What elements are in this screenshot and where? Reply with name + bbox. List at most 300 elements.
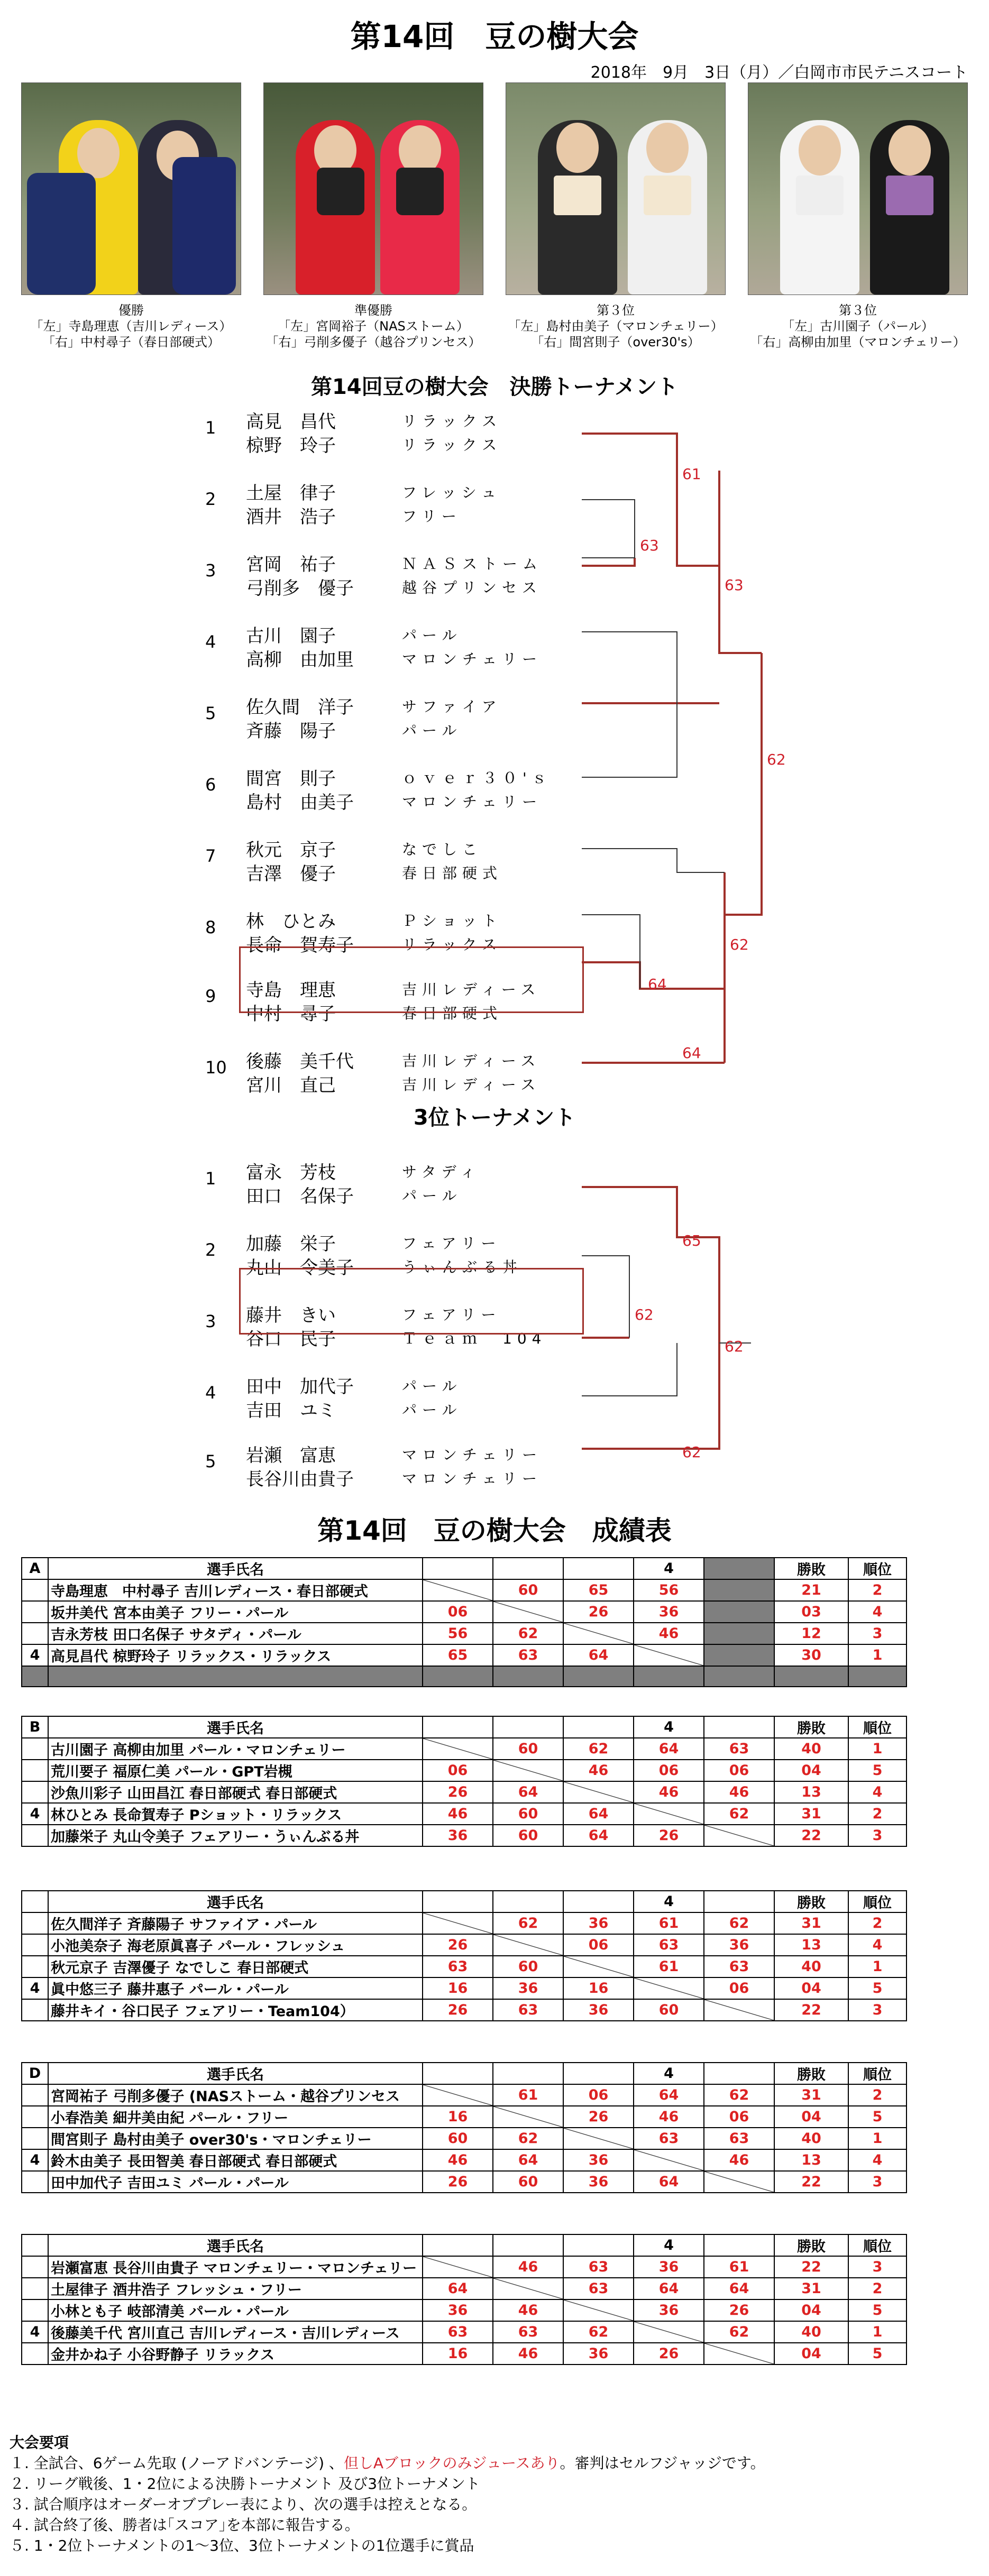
col-header [423,2063,493,2084]
diagonal-cell [493,1934,563,1956]
score-cell: 36 [493,1977,563,1999]
score-cell: 60 [493,2171,563,2193]
score-cell: 62 [704,1912,774,1934]
club-name: パール [402,1377,462,1395]
block-table [21,2234,907,2365]
block-table [21,1716,907,1847]
caption-right: 「右」弓削多優子（越谷プリンセス） [265,335,481,349]
pair-name: 荒川要子 福原仁美 パール・GPT岩槻 [48,1760,423,1781]
win-loss: 31 [774,2084,848,2106]
win-loss: 13 [774,2149,848,2171]
diagonal-cell [493,2278,563,2299]
score-cell: 36 [563,2171,634,2193]
table-row [22,2299,906,2321]
col-header [704,2063,774,2084]
diagonal-cell [493,1601,563,1623]
player-name: 高見 昌代 [246,411,336,433]
block-letter [22,1891,48,1912]
col-header [704,2234,774,2256]
player-name: 斉藤 陽子 [246,721,336,742]
block-table [21,2062,907,2193]
diagonal-cell [423,2084,493,2106]
row-marker [22,2171,48,2193]
score-cell: 62 [493,1623,563,1644]
score-cell: 06 [563,1934,634,1956]
pair-name: 田中加代子 吉田ユミ パール・パール [48,2171,423,2193]
name-header: 選手氏名 [48,2234,423,2256]
score-cell: 64 [634,1738,704,1760]
diagonal-cell [704,2343,774,2365]
rank: 3 [848,2171,906,2193]
match-score: 62 [635,1306,654,1323]
club-name: サタディ [402,1163,481,1181]
player-name: 林 ひとみ [246,911,336,932]
col-header [493,2234,563,2256]
table-header [22,2063,906,2084]
rank: 1 [848,1644,906,1666]
table-row [22,1760,906,1781]
shaded-cell [848,1666,906,1687]
rank: 1 [848,1738,906,1760]
table-row [22,2343,906,2365]
score-cell: 46 [423,2149,493,2171]
win-loss: 04 [774,2343,848,2365]
score-cell: 64 [493,2149,563,2171]
win-loss: 30 [774,1644,848,1666]
table-row [22,1934,906,1956]
rank: 4 [848,2149,906,2171]
diagonal-cell [634,2149,704,2171]
player-name: 後藤 美千代 [246,1051,354,1072]
table-row [22,2321,906,2343]
score-cell: 63 [423,2321,493,2343]
col-header [423,1716,493,1738]
entry-number: 4 [205,1383,216,1403]
player-name: 加藤 栄子 [246,1234,336,1255]
player-name: 谷口 民子 [246,1329,336,1350]
score-cell: 60 [493,1803,563,1825]
club-name: Ｔｅａｍ 104 [402,1330,547,1347]
rank: 1 [848,2128,906,2149]
win-loss: 31 [774,1912,848,1934]
rank: 4 [848,1781,906,1803]
player-name: 高柳 由加里 [246,649,354,670]
rank-header: 順位 [848,2234,906,2256]
player-name: 中村 尋子 [246,1004,336,1025]
win-loss: 04 [774,1760,848,1781]
player-name: 吉澤 優子 [246,863,336,885]
caption-title: 優勝 [118,303,144,318]
rank: 2 [848,1912,906,1934]
player-name: 藤井 きい [246,1305,336,1326]
score-cell: 62 [563,2321,634,2343]
score-cell: 65 [563,1579,634,1601]
shaded-cell [774,1666,848,1687]
score-cell: 65 [423,1644,493,1666]
club-name: パール [402,627,462,644]
pair-name: 土屋律子 酒井浩子 フレッシュ・フリー [48,2278,423,2299]
score-cell: 46 [704,2149,774,2171]
row-marker [22,1579,48,1601]
score-cell: 36 [563,1999,634,2021]
diagonal-cell [423,1738,493,1760]
score-cell: 26 [634,2343,704,2365]
score-cell: 60 [493,1825,563,1846]
col-header [563,1716,634,1738]
table-header [22,1891,906,1912]
diagonal-cell [423,1579,493,1601]
col-header [423,1891,493,1912]
third-winner-highlight [239,1268,584,1335]
col-header [704,1891,774,1912]
win-header: 勝敗 [774,1558,848,1579]
score-cell: 26 [563,2106,634,2128]
pair-name: 鈴木由美子 長田智美 春日部硬式 春日部硬式 [48,2149,423,2171]
table-row [22,1912,906,1934]
player-name: 古川 園子 [246,625,336,647]
table-header [22,2234,906,2256]
diagonal-cell [563,1956,634,1977]
caption-title: 第３位 [597,303,635,318]
match-score: 63 [725,576,744,594]
match-score: 61 [682,465,701,483]
row-marker [22,1738,48,1760]
club-name: 春日部硬式 [402,864,503,882]
club-name: 越谷プリンセス [402,579,542,596]
club-name: ｏｖｅｒ３０'ｓ [402,769,552,787]
win-loss: 31 [774,2278,848,2299]
entry-number: 2 [205,1240,216,1260]
row-marker [22,2128,48,2149]
score-cell: 26 [634,1825,704,1846]
row-marker [22,1999,48,2021]
col-header [493,1891,563,1912]
shaded-cell [493,1666,563,1687]
score-cell: 16 [423,2343,493,2365]
shaded-cell [704,1644,774,1666]
shaded-cell [423,1666,493,1687]
col-header [704,1716,774,1738]
match-score: 65 [682,1232,701,1249]
win-header: 勝敗 [774,2063,848,2084]
win-header: 勝敗 [774,1891,848,1912]
col-header [563,1891,634,1912]
diagonal-cell [704,1999,774,2021]
entry-number: 9 [205,986,216,1006]
win-loss: 04 [774,1977,848,1999]
rule-line-3: ３. 試合順序はオーダーオブプレー表により、次の選手は控えとなる。 [10,2496,477,2513]
table-row [22,1999,906,2021]
block-letter: B [22,1716,48,1738]
player-name: 寺島 理恵 [246,980,336,1001]
win-loss: 22 [774,1999,848,2021]
score-cell: 64 [423,2278,493,2299]
pair-name: 寺島理恵 中村尋子 吉川レディース・春日部硬式 [48,1579,423,1601]
champion-highlight [239,946,584,1013]
score-cell: 26 [423,2171,493,2193]
win-loss: 22 [774,1825,848,1846]
col-header [423,2234,493,2256]
rank: 5 [848,2343,906,2365]
entry-number: 6 [205,775,216,795]
player-name: 酒井 浩子 [246,507,336,528]
row-marker [22,1934,48,1956]
score-cell: 06 [563,2084,634,2106]
player-name: 間宮 則子 [246,768,336,789]
win-loss: 31 [774,1803,848,1825]
score-cell: 62 [704,2321,774,2343]
club-name: マロンチェリー [402,1446,543,1464]
score-cell: 46 [634,2106,704,2128]
win-loss: 40 [774,2321,848,2343]
score-cell: 64 [634,2171,704,2193]
col-header [423,1558,493,1579]
player-name: 長命 賀寿子 [246,935,354,956]
score-cell: 06 [704,1760,774,1781]
rank: 3 [848,1825,906,1846]
table-header [22,1558,906,1579]
score-cell: 64 [563,1803,634,1825]
score-cell: 36 [704,1934,774,1956]
club-name: サファイア [402,698,502,715]
rank: 5 [848,1977,906,1999]
block-letter [22,2234,48,2256]
win-loss: 21 [774,1579,848,1601]
club-name: ＮＡＳストーム [402,555,543,573]
table-row [22,1644,906,1666]
block-table [21,1557,907,1687]
col-header [493,1716,563,1738]
table-row [22,2256,906,2278]
score-cell: 64 [493,1781,563,1803]
rank: 2 [848,2278,906,2299]
score-cell: 36 [563,1912,634,1934]
score-cell: 63 [704,2128,774,2149]
score-cell: 62 [704,2084,774,2106]
score-cell: 46 [423,1803,493,1825]
name-header: 選手氏名 [48,2063,423,2084]
win-loss: 13 [774,1934,848,1956]
club-name: パール [402,722,462,739]
score-cell: 46 [563,1760,634,1781]
row-marker [22,1956,48,1977]
row-marker [22,1912,48,1934]
row-marker [22,2278,48,2299]
col-header: 4 [634,1891,704,1912]
score-cell: 36 [423,1825,493,1846]
row-marker: 4 [22,1644,48,1666]
pair-name: 間宮則子 島村由美子 over30's・マロンチェリー [48,2128,423,2149]
score-cell: 26 [563,1601,634,1623]
score-cell: 60 [423,2128,493,2149]
score-cell: 63 [493,1644,563,1666]
diagonal-cell [563,2128,634,2149]
caption-left: 「左」寺島理恵（吉川レディース） [30,319,232,334]
caption-right: 「右」高柳由加里（マロンチェリー） [750,335,966,349]
score-cell: 06 [423,1601,493,1623]
score-cell: 61 [634,1912,704,1934]
row-marker: 4 [22,1803,48,1825]
col-header: 4 [634,2063,704,2084]
entry-number: 1 [205,1169,216,1189]
row-marker [22,2299,48,2321]
score-cell: 63 [563,2278,634,2299]
rank: 1 [848,1956,906,1977]
rank: 3 [848,1623,906,1644]
score-cell: 36 [563,2149,634,2171]
player-name: 島村 由美子 [246,792,354,813]
club-name: パール [402,1187,462,1204]
table-row [22,1825,906,1846]
table-row [22,2128,906,2149]
club-name: 春日部硬式 [402,1005,503,1022]
rank: 5 [848,1760,906,1781]
win-loss: 40 [774,2128,848,2149]
caption-right: 「右」中村尋子（春日部硬式） [42,335,220,349]
shaded-cell [22,1666,48,1687]
rule-line-2: ２. リーグ戦後、1・2位による決勝トーナメント 及び3位トーナメント [10,2475,480,2492]
table-row [22,1738,906,1760]
win-loss: 22 [774,2256,848,2278]
score-cell: 46 [493,2299,563,2321]
diagonal-cell [493,2106,563,2128]
win-loss: 40 [774,1738,848,1760]
table-row [22,1803,906,1825]
score-cell: 06 [423,1760,493,1781]
match-score: 62 [682,1443,701,1461]
rank: 1 [848,2321,906,2343]
col-header: 4 [634,1558,704,1579]
win-loss: 04 [774,2299,848,2321]
block-table [21,1890,907,2021]
rank: 4 [848,1934,906,1956]
score-cell: 06 [704,2106,774,2128]
shaded-cell [634,1666,704,1687]
score-cell: 46 [634,1781,704,1803]
club-name: リラックス [402,436,502,454]
rank: 5 [848,2106,906,2128]
entry-number: 8 [205,917,216,937]
score-cell: 46 [634,1623,704,1644]
pair-name: 金井かね子 小谷野静子 リラックス [48,2343,423,2365]
score-cell: 64 [563,1825,634,1846]
score-cell: 64 [704,2278,774,2299]
score-cell: 64 [563,1644,634,1666]
shaded-cell [704,1579,774,1601]
score-cell: 63 [704,1738,774,1760]
table-row [22,1781,906,1803]
diagonal-cell [634,1644,704,1666]
pair-name: 岩瀬富恵 長谷川由貴子 マロンチェリー・マロンチェリー [48,2256,423,2278]
event-date: 2018年 9月 3日（月）／白岡市市民テニスコート [590,63,968,82]
diagonal-cell [634,1977,704,1999]
pair-name: 小林とも子 岐部清美 パール・パール [48,2299,423,2321]
club-name: リラックス [402,936,502,953]
col-header: 4 [634,1716,704,1738]
table-row [22,2084,906,2106]
score-cell: 06 [634,1760,704,1781]
diagonal-cell [704,2171,774,2193]
pair-name: 吉永芳枝 田口名保子 サタディ・パール [48,1623,423,1644]
caption-left: 「左」島村由美子（マロンチェリー） [508,319,724,334]
match-score: 63 [640,537,659,554]
table-row [22,1623,906,1644]
club-name: リラックス [402,412,502,430]
col-header [563,2063,634,2084]
col-header [563,2234,634,2256]
pair-name: 後藤美千代 宮川直己 吉川レディース・吉川レディース [48,2321,423,2343]
rank: 3 [848,1999,906,2021]
score-cell: 64 [634,2278,704,2299]
pair-name: 藤井キイ・谷口民子 フェアリー・Team104） [48,1999,423,2021]
club-name: マロンチェリー [402,650,543,668]
pair-name: 林ひとみ 長命賀寿子 Pショット・リラックス [48,1803,423,1825]
rank: 2 [848,2084,906,2106]
score-cell: 26 [704,2299,774,2321]
pair-name: 坂井美代 宮本由美子 フリー・パール [48,1601,423,1623]
player-name: 宮川 直己 [246,1075,336,1096]
score-cell: 26 [423,1781,493,1803]
score-cell: 60 [493,1738,563,1760]
score-cell: 62 [493,1912,563,1934]
final-score: 62 [767,751,786,768]
score-cell: 26 [423,1999,493,2021]
player-name: 岩瀬 富恵 [246,1445,336,1466]
club-name: なでしこ [402,841,483,858]
pair-name: 眞中悠三子 藤井惠子 パール・パール [48,1977,423,1999]
score-cell: 46 [493,2256,563,2278]
score-cell: 63 [493,2321,563,2343]
diagonal-cell [423,2256,493,2278]
table-row [22,2106,906,2128]
score-cell: 61 [704,2256,774,2278]
score-cell: 36 [423,2299,493,2321]
block-letter: D [22,2063,48,2084]
name-header: 選手氏名 [48,1558,423,1579]
win-loss: 12 [774,1623,848,1644]
caption-title: 準優勝 [354,303,392,318]
rank: 2 [848,1579,906,1601]
row-marker: 4 [22,1977,48,1999]
score-cell: 62 [493,2128,563,2149]
entry-number: 4 [205,632,216,652]
rule-line-1: １. 全試合、6ゲーム先取 (ノーアドバンテージ) 、但しAブロックのみジュースあり。審判はセルフジャッジです。 [10,2454,765,2472]
diagonal-cell [634,1803,704,1825]
name-header: 選手氏名 [48,1716,423,1738]
pair-name: 加藤栄子 丸山令美子 フェアリー・うぃんぶる丼 [48,1825,423,1846]
caption-right: 「右」間宮則子（over30's） [531,335,700,349]
score-cell: 60 [634,1999,704,2021]
row-marker [22,1781,48,1803]
rank-header: 順位 [848,1558,906,1579]
rank-header: 順位 [848,2063,906,2084]
table-row [22,1956,906,1977]
win-loss: 04 [774,2106,848,2128]
score-cell: 64 [634,2084,704,2106]
rank: 5 [848,2299,906,2321]
rank-header: 順位 [848,1891,906,1912]
club-name: うぃんぶる丼 [402,1258,523,1276]
pair-name: 宮岡祐子 弓削多優子 (NASストーム・越谷プリンセス [48,2084,423,2106]
score-cell: 36 [634,1601,704,1623]
rank-header: 順位 [848,1716,906,1738]
table-row [22,1977,906,1999]
club-name: 吉川レディース [402,1076,541,1093]
main-bracket-title: 第14回豆の樹大会 決勝トーナメント [310,375,679,399]
match-score: 64 [648,976,667,993]
pair-name: 小池美奈子 海老原眞喜子 パール・フレッシュ [48,1934,423,1956]
score-cell: 36 [563,2343,634,2365]
